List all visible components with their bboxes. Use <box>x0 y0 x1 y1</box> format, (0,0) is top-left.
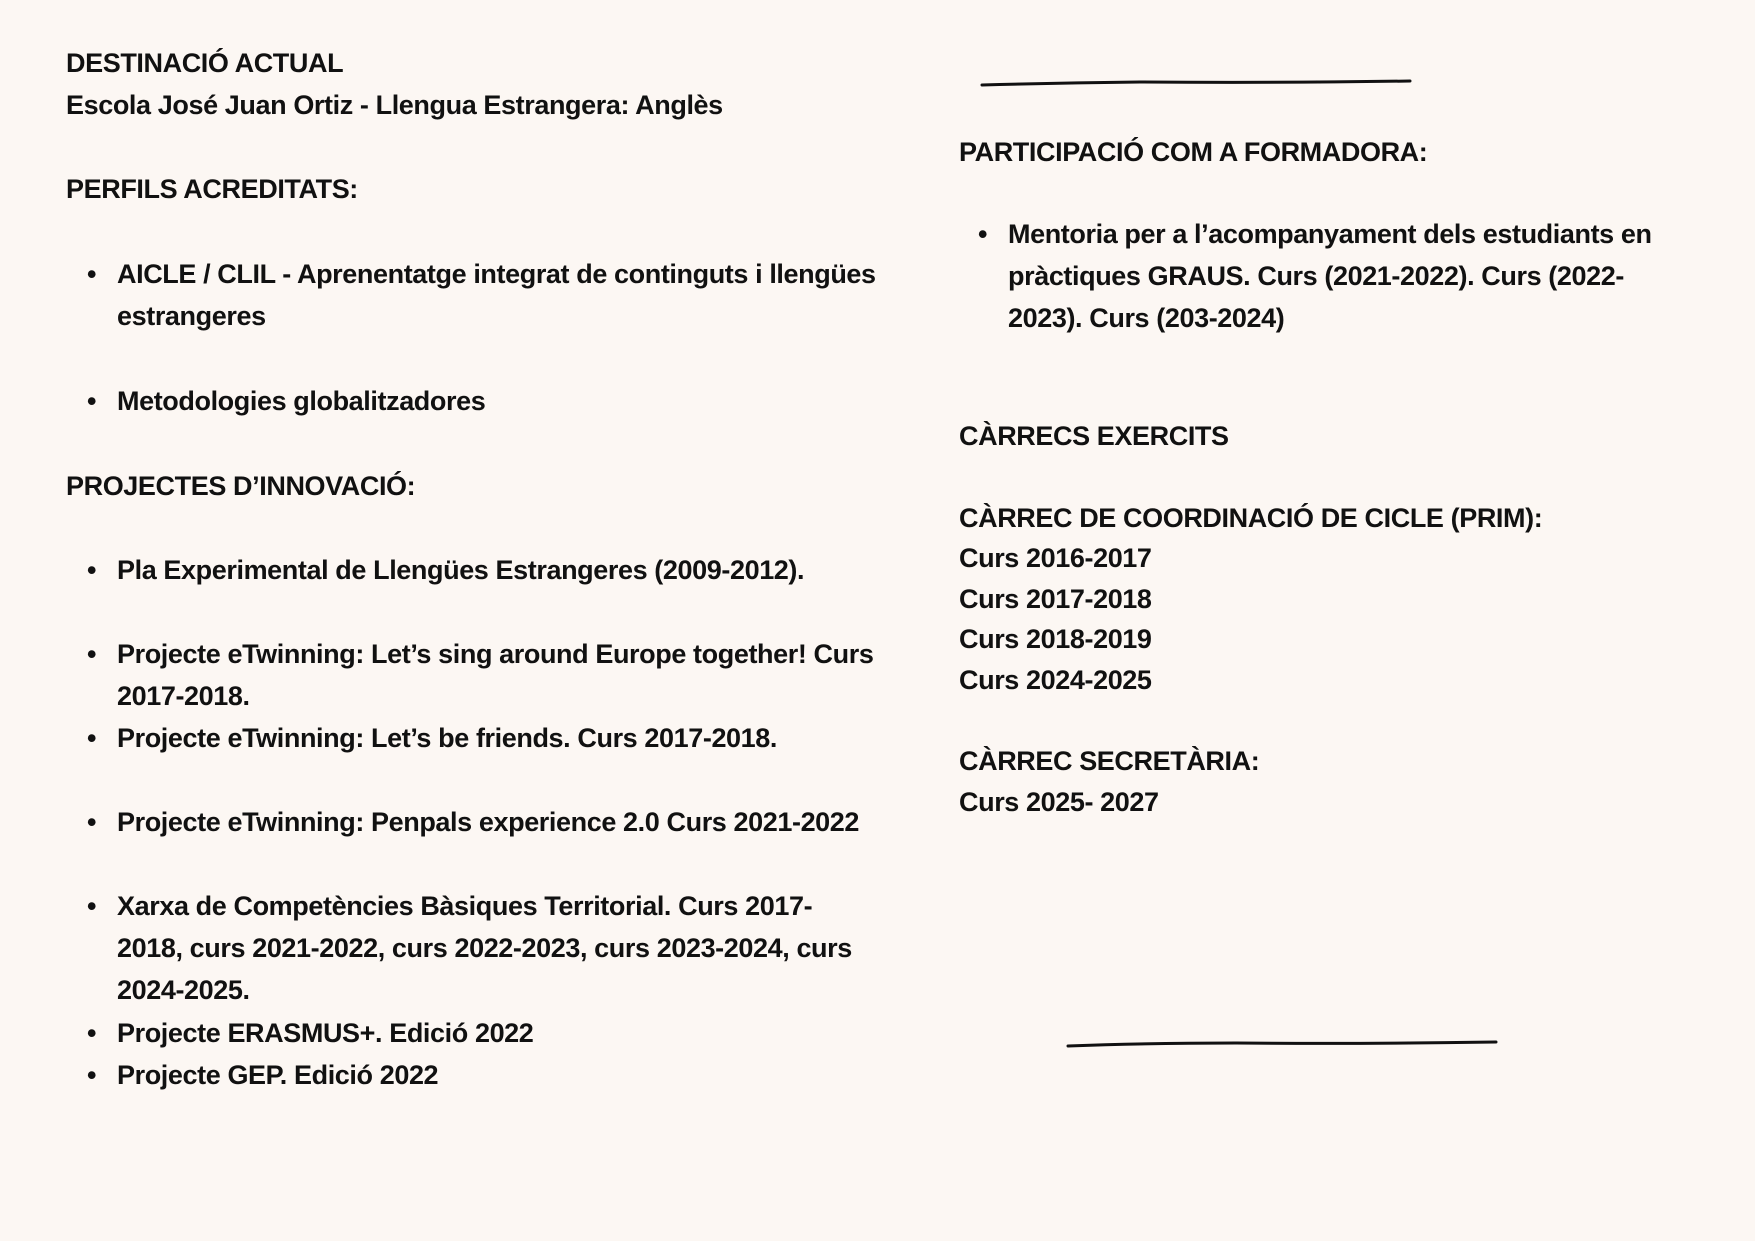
coordination-year: Curs 2016-2017 <box>959 543 1152 573</box>
bullet-icon: • <box>87 259 97 289</box>
list-item: • Projecte GEP. Edició 2022 <box>117 1054 877 1096</box>
destination-heading: DESTINACIÓ ACTUAL <box>66 48 344 78</box>
destination-value: Escola José Juan Ortiz - Llengua Estrangera: Anglès <box>66 90 723 120</box>
list-item: • Projecte eTwinning: Let’s be friends. Curs 2017-2018. <box>117 717 877 759</box>
bullet-icon: • <box>87 386 97 416</box>
decorative-line-bottom <box>1066 1036 1498 1052</box>
list-item: • Mentoria per a l’acompanyament dels estudiants en pràctiques GRAUS. Curs (2021-2022). Curs (2022-2023). Curs (203-2024) <box>1008 213 1658 339</box>
coordination-year: Curs 2024-2025 <box>959 665 1152 695</box>
bullet-icon: • <box>978 219 988 249</box>
bullet-icon: • <box>87 639 97 669</box>
bullet-icon: • <box>87 1060 97 1090</box>
coordination-heading: CÀRREC DE COORDINACIÓ DE CICLE (PRIM): <box>959 503 1543 533</box>
bullet-icon: • <box>87 891 97 921</box>
list-item: • Metodologies globalitzadores <box>117 380 877 422</box>
projects-heading: PROJECTES D’INNOVACIÓ: <box>66 471 416 501</box>
secretary-heading: CÀRREC SECRETÀRIA: <box>959 746 1260 776</box>
list-item: • Projecte eTwinning: Penpals experience 2.0 Curs 2021-2022 <box>117 801 877 843</box>
secretary-year: Curs 2025- 2027 <box>959 787 1159 817</box>
positions-heading: CÀRRECS EXERCITS <box>959 421 1229 451</box>
list-item: • Projecte eTwinning: Let’s sing around Europe together! Curs 2017-2018. <box>117 633 877 717</box>
coordination-year: Curs 2018-2019 <box>959 624 1152 654</box>
trainer-heading: PARTICIPACIÓ COM A FORMADORA: <box>959 137 1428 167</box>
profiles-heading: PERFILS ACREDITATS: <box>66 174 358 204</box>
list-item: • Projecte ERASMUS+. Edició 2022 <box>117 1012 877 1054</box>
bullet-icon: • <box>87 1018 97 1048</box>
decorative-line-top <box>980 76 1412 92</box>
bullet-icon: • <box>87 723 97 753</box>
list-item: • Xarxa de Competències Bàsiques Territorial. Curs 2017-2018, curs 2021-2022, curs 2022-2023, curs 2023-2024, curs 2024-2025. <box>117 885 877 1011</box>
list-item: • AICLE / CLIL - Aprenentatge integrat de continguts i llengües estrangeres <box>117 253 877 337</box>
list-item: • Pla Experimental de Llengües Estrangeres (2009-2012). <box>117 549 877 591</box>
bullet-icon: • <box>87 555 97 585</box>
coordination-year: Curs 2017-2018 <box>959 584 1152 614</box>
bullet-icon: • <box>87 807 97 837</box>
